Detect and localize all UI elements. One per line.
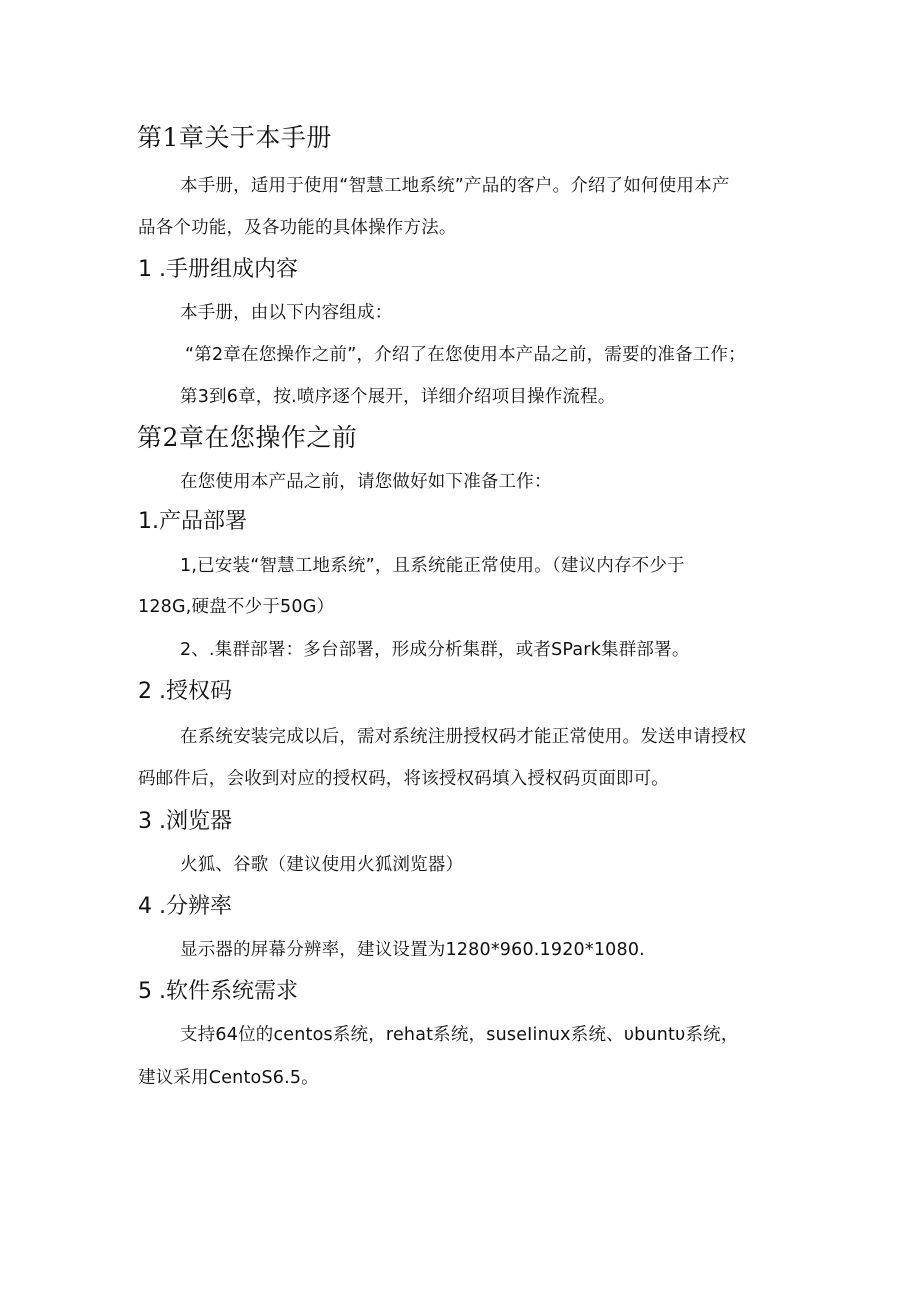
chapter-1-intro-line-1: 本手册，适用于使用“智慧工地系统”产品的客户。介绍了如何使用本产 <box>180 176 730 196</box>
license-code-line-1: 在系统安装完成以后，需对系统注册授权码才能正常使用。发送申请授权 <box>180 727 747 747</box>
section-browser-title: 3 .浏览器 <box>138 809 232 834</box>
section-software-requirements-title: 5 .软件系统需求 <box>138 979 298 1004</box>
section-product-deployment-title: 1.产品部署 <box>138 509 247 534</box>
section-resolution-title: 4 .分辨率 <box>138 894 232 919</box>
chapter-2-intro: 在您使用本产品之前，请您做好如下准备工作： <box>180 472 552 492</box>
chapter-2-title: 第2章在您操作之前 <box>137 423 358 452</box>
section-license-code-title: 2 .授权码 <box>138 679 232 704</box>
section-manual-contents-title: 1 .手册组成内容 <box>138 257 298 282</box>
software-requirements-line-1: 支持64位的centos系统，rehat系统，suseIinux系统、υbuntυ系统， <box>180 1025 739 1045</box>
deployment-item-1-line-1: 1,已安装“智慧工地系统”，且系统能正常使用。（建议内存不少于 <box>180 556 685 576</box>
resolution-line-1: 显示器的屏幕分辨率，建议设置为1280*960.1920*1080. <box>180 940 645 960</box>
software-requirements-line-2: 建议采用CentoS6.5。 <box>138 1068 319 1088</box>
section-manual-contents-line-1: 本手册，由以下内容组成： <box>180 303 393 323</box>
section-manual-contents-line-3: 第3到6章，按.喷序逐个展开，详细介绍项目操作流程。 <box>180 387 616 407</box>
deployment-item-1-line-2: 128G,硬盘不少于50G） <box>138 597 335 617</box>
license-code-line-2: 码邮件后，会收到对应的授权码，将该授权码填入授权码页面即可。 <box>138 769 669 789</box>
chapter-1-intro-line-2: 品各个功能，及各功能的具体操作方法。 <box>138 218 457 238</box>
deployment-item-2: 2、.集群部署：多台部署，形成分析集群，或者SPark集群部署。 <box>180 640 690 660</box>
chapter-1-title: 第1章关于本手册 <box>137 123 332 152</box>
browser-line-1: 火狐、谷歌（建议使用火狐浏览器） <box>180 855 464 875</box>
section-manual-contents-line-2: “第2章在您操作之前”，介绍了在您使用本产品之前，需要的准备工作； <box>185 345 746 365</box>
